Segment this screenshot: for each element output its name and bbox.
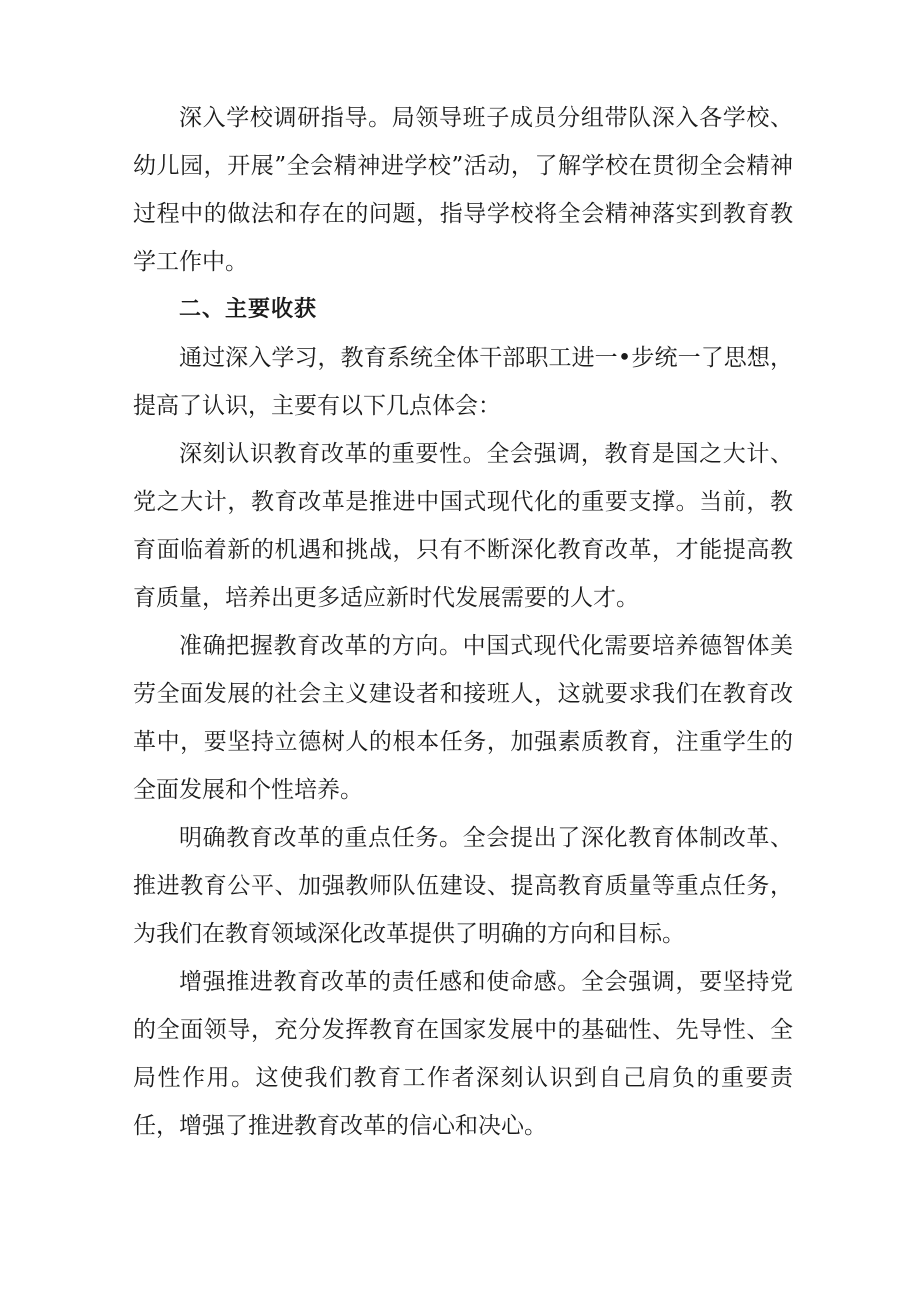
- paragraph-intro-gains: 通过深入学习，教育系统全体干部职工进一•步统一了思想，提高了认识，主要有以下几点体会：: [133, 345, 793, 419]
- paragraph-responsibility: 增强推进教育改革的责任感和使命感。全会强调，要坚持党的全面领导，充分发挥教育在国家发展中的基础性、先导性、全局性作用。这使我们教育工作者深刻认识到自己肩负的重要责任，增强了推进教育改革的信心和决心。: [133, 969, 793, 1139]
- section-heading-main-gains: 二、主要收获: [179, 297, 318, 322]
- paragraph-key-tasks: 明确教育改革的重点任务。全会提出了深化教育体制改革、推进教育公平、加强教师队伍建设、提高教育质量等重点任务，为我们在教育领域深化改革提供了明确的方向和目标。: [133, 825, 793, 947]
- paragraph-direction: 准确把握教育改革的方向。中国式现代化需要培养德智体美劳全面发展的社会主义建设者和接班人，这就要求我们在教育改革中，要坚持立德树人的根本任务，加强素质教育，注重学生的全面发展和个性培养。: [133, 633, 793, 803]
- paragraph-school-visits: 深入学校调研指导。局领导班子成员分组带队深入各学校、幼儿园，开展”全会精神进学校”活动，了解学校在贯彻全会精神过程中的做法和存在的问题，指导学校将全会精神落实到教育教学工作中。: [133, 105, 793, 275]
- paragraph-importance: 深刻认识教育改革的重要性。全会强调，教育是国之大计、党之大计，教育改革是推进中国式现代化的重要支撑。当前，教育面临着新的机遇和挑战，只有不断深化教育改革，才能提高教育质量，培养出更多适应新时代发展需要的人才。: [133, 441, 793, 611]
- document-body: [133, 94, 793, 1150]
